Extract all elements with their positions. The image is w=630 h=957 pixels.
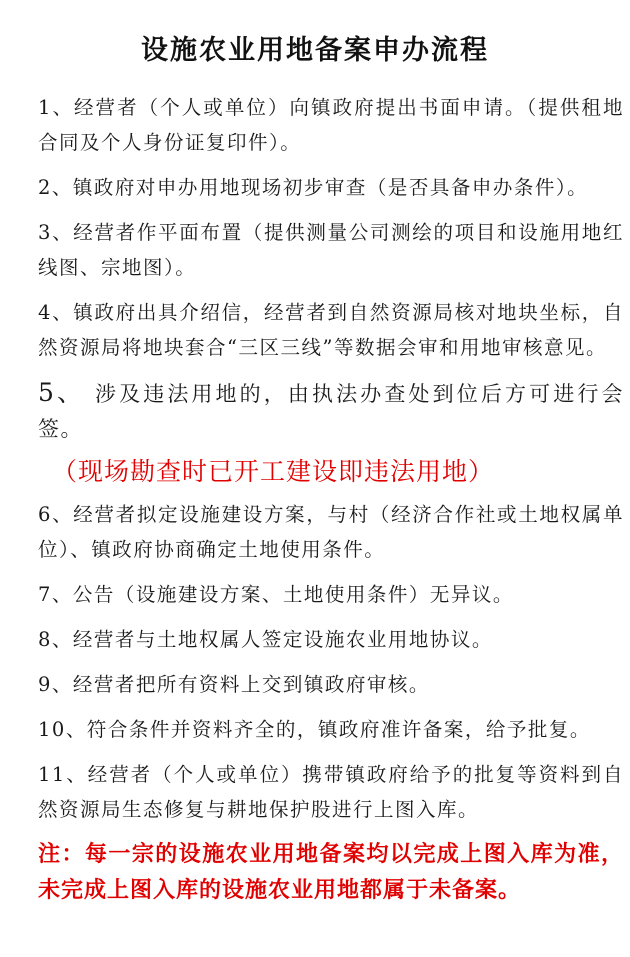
step-9: 9、经营者把所有资料上交到镇政府审核。 [38,673,430,696]
step-10: 10、符合条件并资料齐全的，镇政府准许备案，给予批复。 [38,718,591,741]
step-6: 6、经营者拟定设施建设方案，与村（经济合作社或土地权属单位）、镇政府协商确定土地使用条件。 [38,503,624,561]
step-5-number: 5、 [38,378,86,407]
process-steps [38,90,624,931]
step-8: 8、经营者与土地权属人签定设施农业用地协议。 [38,628,493,651]
step-7: 7、公告（设施建设方案、土地使用条件）无异议。 [38,583,514,606]
step-11: 11、经营者（个人或单位）携带镇政府给予的批复等资料到自然资源局生态修复与耕地保护股进行上图入库。 [38,763,624,821]
important-note: 注：每一宗的设施农业用地备案均以完成上图入库为准，未完成上图入库的设施农业用地都属于未备案。 [38,842,624,903]
step-2: 2、镇政府对申办用地现场初步审查（是否具备申办条件）。 [38,176,589,199]
illegal-land-remark: （现场勘查时已开工建设即违法用地） [52,457,495,486]
step-3: 3、经营者作平面布置（提供测量公司测绘的项目和设施用地红线图、宗地图）。 [38,221,624,279]
step-4: 4、镇政府出具介绍信，经营者到自然资源局核对地块坐标，自然资源局将地块套合“三区三线”等数据会审和用地审核意见。 [38,301,624,359]
step-5-text: 涉及违法用地的，由执法办查处到位后方可进行会签。 [38,382,624,441]
step-5 [38,375,624,447]
step-1: 1、经营者（个人或单位）向镇政府提出书面申请。（提供租地合同及个人身份证复印件）。 [38,96,624,154]
page-title: 设施农业用地备案申办流程 [141,35,489,66]
